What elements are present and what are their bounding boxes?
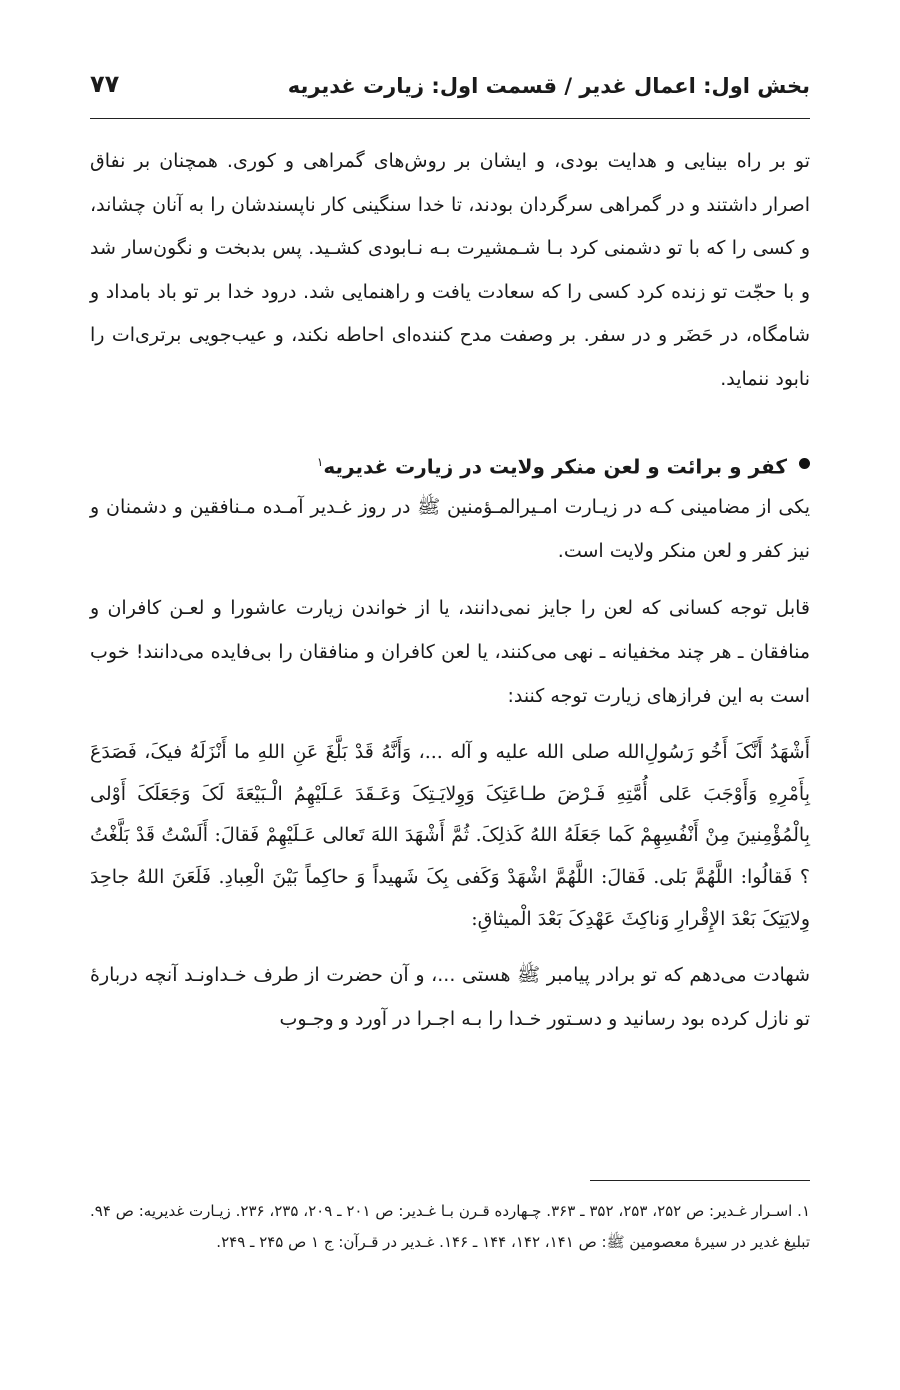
bullet-icon	[799, 458, 810, 469]
page-number: ۷۷	[90, 70, 120, 98]
main-text	[90, 140, 810, 1041]
footnote-1: ۱. اسـرار غـدیر: ص ۲۵۲، ۲۵۳، ۳۵۲ ـ ۳۶۳. چـهارده قـرن بـا غـدیر: ص ۲۰۱ ـ ۲۰۹، ۲۳۵، ۲۳۶. زیـارت غدیریه: ص ۹۴. تبلیغ غدیر در سیرهٔ معصومین ﷺ: ص ۱۴۱، ۱۴۲، ۱۴۴ ـ ۱۴۶. غـدیر در قـرآن: ج ۱ ص ۲۴۵ ـ ۲۴۹.	[90, 1202, 811, 1251]
footnote-divider	[590, 1180, 810, 1181]
paragraph-continuation: تو بر راه بینایی و هدایت بودی، و ایشان بر روش‌های گمراهی و کوری. همچنان بر نفاق اصرار داشتند و در گمراهی سرگردان بودند، تا خدا سنگینی کار ناپسندشان را به آنان چشاند، و کسی را که با تو دشمنی کرد بـا شـمشیرت بـه نـابودی کشـید. پس بدبخت و نگون‌سار شد و با حجّت تو زنده کرد کسی را که سعادت یافت و راهنمایی شد. درود خدا بر تو باد بامداد و شامگاه، در حَضَر و در سفر. بر وصفت مدح کننده‌ای احاطه نکند، و عیب‌جویی برتری‌ات را نابود ننماید.	[90, 150, 810, 390]
arabic-quote: أَشْهَدُ أَنَّکَ أَخُو رَسُولِ‌الله صلی الله علیه و آله ...، وَأَنَّهُ قَدْ بَلَّغَ عَنِ اللهِ ما أَنْزَلَهُ فیکَ، فَصَدَعَ بِأَمْرِهِ وَأَوْجَبَ عَلى أُمَّتِهِ فَـرْضَ طـاعَتِکَ وَوِلایَـتِکَ وَعَـقَدَ عَـلَیْهِمُ الْـبَیْعَةَ لَکَ وَجَعَلَکَ أَوْلى بِالْمُؤْمِنینَ مِنْ أَنْفُسِهِمْ کَما جَعَلَهُ اللهُ کَذلِکَ. ثُمَّ أَشْهَدَ اللهَ تَعالى عَـلَیْهِمْ فَقالَ: أَلَسْتُ قَدْ بَلَّغْتُ ؟ فَقالُوا: اللَّهُمَّ بَلى. فَقالَ: اللَّهُمَّ اشْهَدْ وَکَفى بِکَ شَهیداً وَ حاکِماً بَیْنَ الْعِبادِ. فَلَعَنَ اللهُ جاحِدَ وِلایَتِکَ بَعْدَ الإِقْرارِ وَناکِثَ عَهْدِکَ بَعْدَ الْمیثاقِ:	[90, 741, 810, 930]
section-heading	[90, 442, 810, 487]
running-header	[90, 68, 810, 108]
paragraph-intro: یکی از مضامینی کـه در زیـارت امـیرالمـؤمنین ﷺ در روز غـدیر آمـده مـنافقین و دشمنان و نیز کفر و لعن منکر ولایت است.	[90, 496, 810, 562]
footnote-marker: ۱	[316, 454, 324, 469]
section-heading-text: کفر و برائت و لعن منکر ولایت در زیارت غدیریه$^۱$	[316, 454, 787, 479]
paragraph-translation: شهادت می‌دهم که تو برادر پیامبر ﷺ هستی ...، و آن حضرت از طرف خـداونـد آنچه دربارهٔ تو نازل کرده بود رسانید و دسـتور خـدا را بـه اجـرا در آورد و وجـوب	[90, 964, 810, 1030]
header-divider	[90, 118, 810, 119]
footnotes	[90, 1196, 810, 1258]
chapter-title: بخش اول: اعمال غدیر / قسمت اول: زیارت غدیریه	[287, 74, 810, 98]
paragraph-note: قابل توجه کسانی که لعن را جایز نمی‌دانند، یا از خواندن زیارت عاشورا و لعـن کافران و منافقان ـ هر چند مخفیانه ـ نهی می‌کنند، یا لعن کافران و منافقان را بی‌فایده می‌دانند! خوب است به این فرازهای زیارت توجه کنند:	[90, 597, 810, 707]
